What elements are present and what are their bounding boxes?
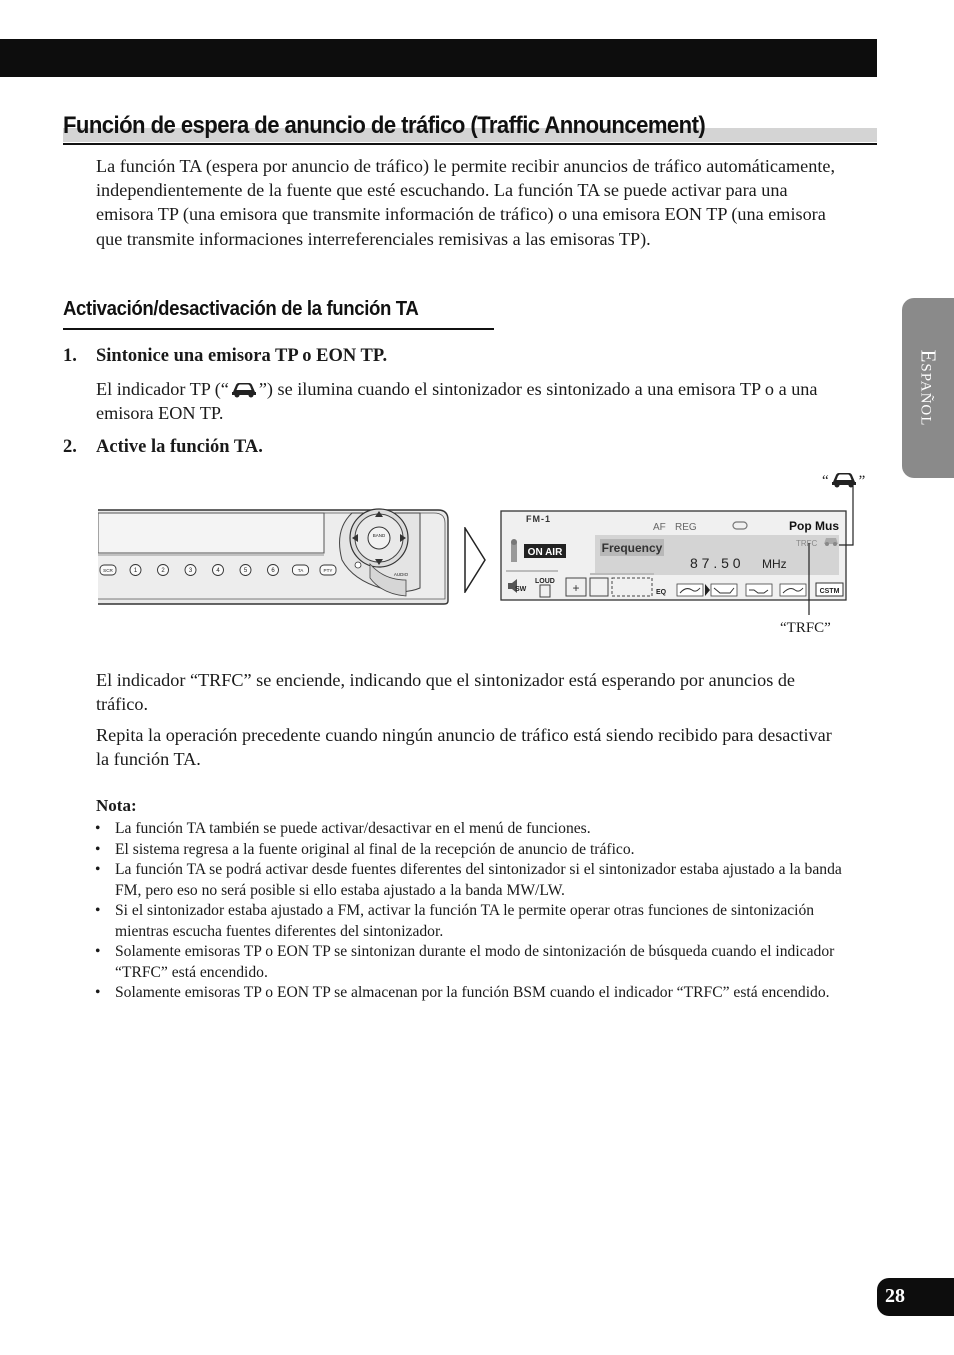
notes-list: [95, 819, 845, 1004]
bullet: •: [95, 820, 101, 837]
preset-button-label: 4: [216, 568, 220, 575]
trfc-indicator: TRFC: [796, 539, 818, 548]
page-title: Función de espera de anuncio de tráfico (Traffic Announcement): [63, 112, 706, 139]
bullet: •: [95, 861, 101, 878]
header-bar: [0, 39, 877, 77]
frequency-readout: 8 7 . 5 0: [690, 555, 741, 571]
mode-indicator: Frequency: [601, 541, 663, 555]
trfc-callout-label: “TRFC”: [780, 620, 831, 636]
intro-paragraph: La función TA (espera por anuncio de tráfico) le permite recibir anuncios de tráfico automáticamente, independientemente de la fuente que esté escuchando. La función TA se puede activar para una emisora TP (una emisora que transmite información de tráfico) o una emisora EON TP (una emisora que transmite informaciones interreferenciales remisivas a las emisoras TP).: [96, 156, 836, 249]
step-number: 2.: [63, 437, 77, 457]
preset-button-label: 1: [133, 568, 138, 575]
page-number-tab: [877, 1278, 954, 1316]
preset-button-label: 2: [161, 568, 165, 575]
arrow-icon: [463, 527, 487, 593]
car-icon: [229, 380, 259, 398]
note-item: [95, 840, 845, 861]
page-number: 28: [885, 1285, 905, 1307]
step-title: Active la función TA.: [96, 437, 263, 457]
eq-indicator: EQ: [656, 589, 667, 596]
head-unit-illustration: [98, 508, 454, 606]
plus-icon: +: [572, 581, 580, 595]
preset-button-label: 3: [188, 568, 193, 575]
note-item: [95, 860, 845, 901]
step-title: Sintonice una emisora TP o EON TP.: [96, 346, 388, 366]
bullet: •: [95, 943, 101, 960]
preset-button-label: TA: [297, 568, 304, 574]
step-2: [63, 437, 263, 458]
result-paragraph: El indicador “TRFC” se enciende, indicando que el sintonizador está esperando por anuncios de tráfico.: [96, 670, 795, 715]
loud-indicator: LOUD: [535, 578, 555, 585]
note-item: [95, 983, 845, 1004]
preset-button-label: PTY: [323, 568, 333, 574]
bullet: •: [95, 840, 101, 858]
subsection-rule: [63, 328, 494, 330]
note-text: Solamente emisoras TP o EON TP se almacenan por la función BSM cuando el indicador “TRFC” está encendido.: [115, 984, 830, 1001]
step-1: [63, 346, 387, 367]
quote-open: “: [822, 473, 829, 489]
note-text: La función TA se podrá activar desde fuentes diferentes del sintonizador si el sintonizador estaba ajustado a la banda FM, pero eso no será posible si ello estaba ajustado a la banda MW/LW.: [115, 861, 842, 899]
band-key-label: BAND: [372, 533, 386, 538]
band-indicator: FM-1: [526, 514, 551, 524]
unit-readout: MHz: [762, 557, 787, 571]
language-tab: [902, 298, 954, 478]
note-text: La función TA también se puede activar/desactivar en el menú de funciones.: [115, 820, 591, 837]
note-text: Si el sintonizador estaba ajustado a FM, activar la función TA le permite operar otras funciones de sintonización mientras escucha fuentes diferentes del sintonizador.: [115, 902, 815, 940]
reg-indicator: REG: [675, 522, 697, 533]
subsection-title: Activación/desactivación de la función TA: [63, 298, 419, 320]
note-item: [95, 901, 845, 942]
note-item: [95, 942, 845, 983]
notes-title: Nota:: [96, 796, 137, 815]
audio-key-label: AUDIO: [393, 572, 409, 577]
preset-buttons: [100, 565, 336, 576]
quote-close: ”: [858, 473, 866, 489]
sw-indicator: SW: [515, 586, 527, 593]
preset-button-label: 5: [243, 568, 248, 575]
bullet: •: [95, 984, 101, 1001]
step-1-text: [96, 377, 844, 425]
note-text: Solamente emisoras TP o EON TP se sintonizan durante el modo de sintonización de búsqueda cuando el indicador “TRFC” está encendido.: [115, 943, 835, 981]
on-air-indicator: ON AIR: [527, 547, 563, 558]
section-heading: [63, 112, 877, 146]
antenna-icon: [511, 539, 517, 562]
heading-rule: [63, 143, 877, 145]
pty-indicator: Pop Mus: [789, 519, 839, 533]
af-indicator: AF: [653, 522, 666, 533]
cstm-indicator: CSTM: [819, 588, 840, 595]
preset-button-label: 6: [271, 568, 275, 575]
bullet: •: [95, 902, 101, 919]
step-text-before: El indicador TP (“: [96, 379, 229, 399]
note-text: El sistema regresa a la fuente original al final de la recepción de anuncio de tráfico.: [115, 840, 635, 858]
step-text-after: ”) se ilumina cuando el sintonizador es sintonizado a una emisora TP o a una emisora EON TP.: [96, 379, 818, 424]
language-tab-label: Español: [916, 349, 941, 427]
step-number: 1.: [63, 346, 77, 366]
callout-lines: [795, 485, 865, 620]
preset-button-label: SCR: [103, 568, 113, 574]
repeat-paragraph: Repita la operación precedente cuando ningún anuncio de tráfico está siendo recibido para desactivar la función TA.: [96, 725, 832, 770]
note-item: [95, 819, 845, 840]
